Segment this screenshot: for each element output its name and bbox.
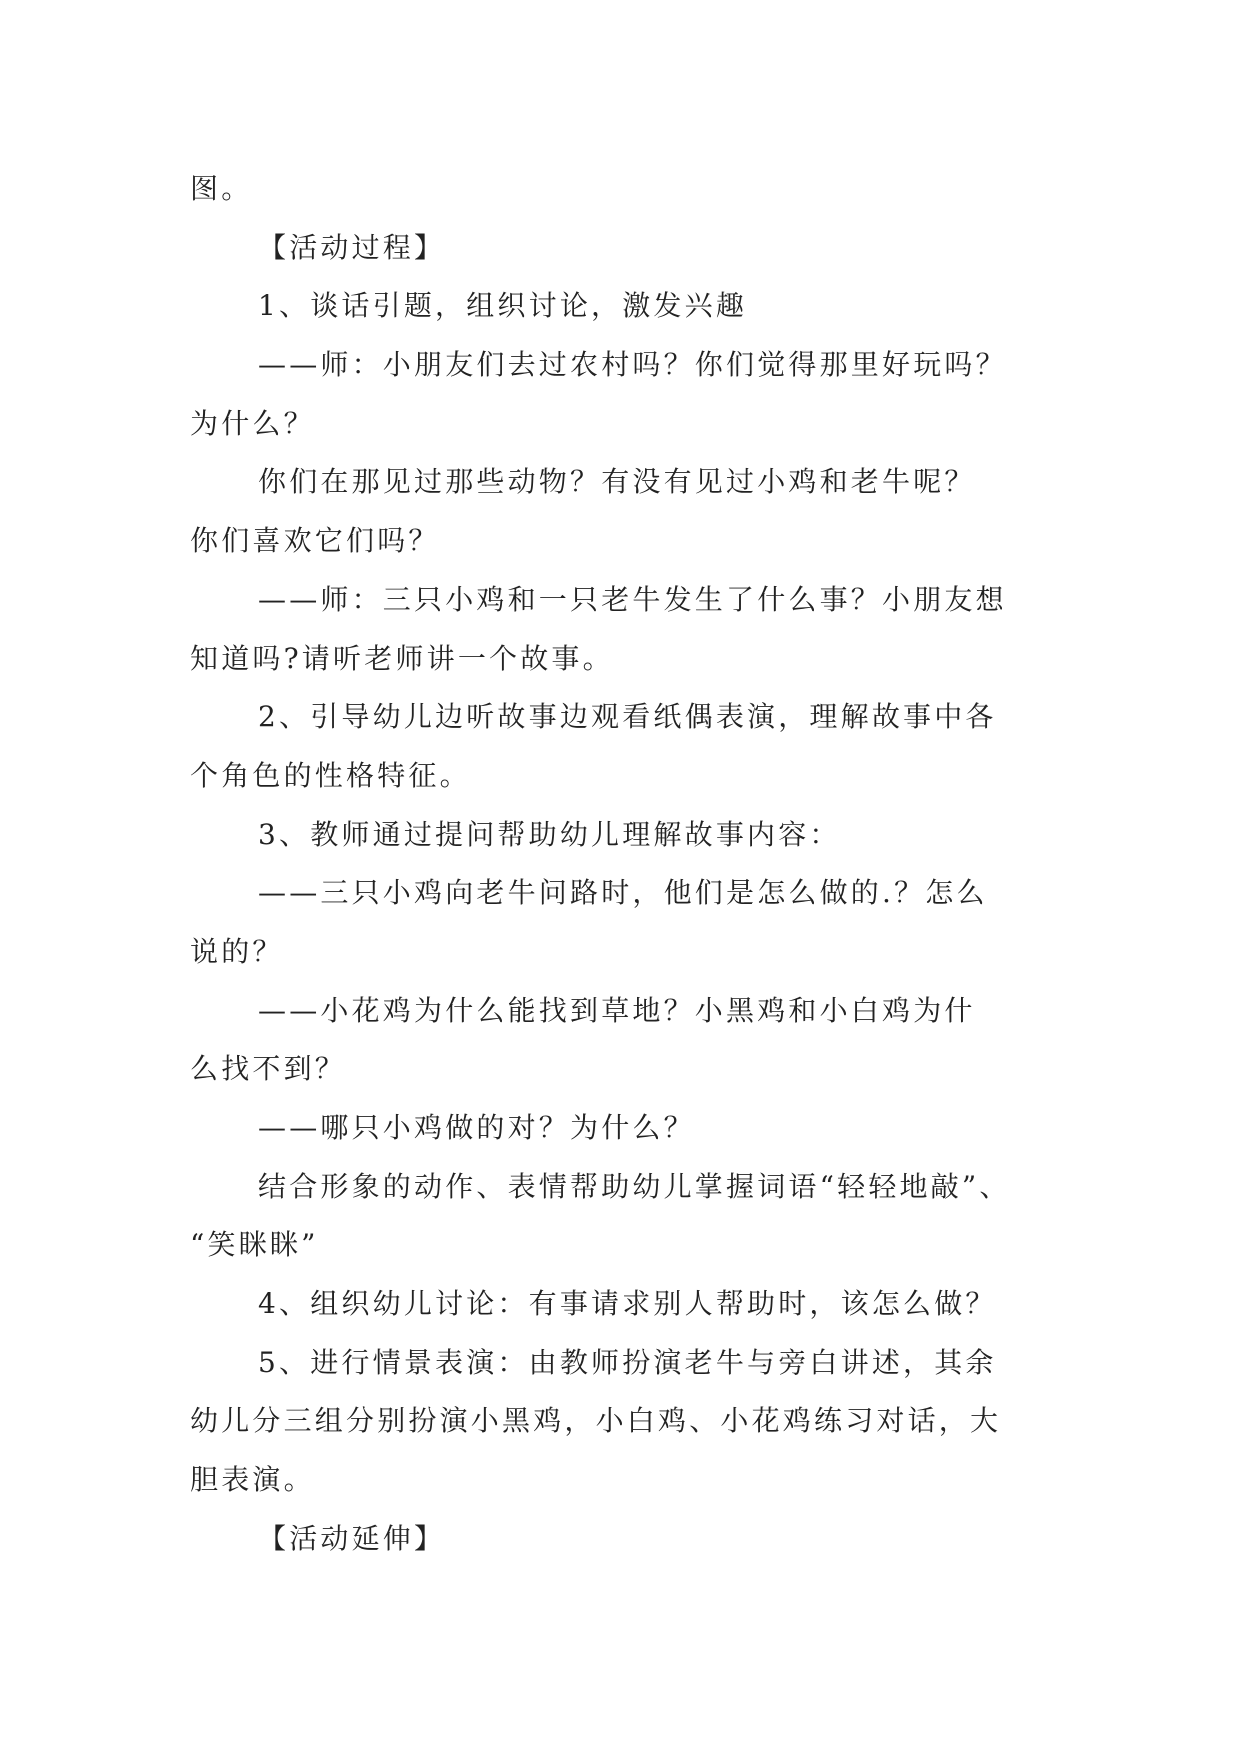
text-line: 图。	[190, 172, 253, 205]
text-line: 你们在那见过那些动物？有没有见过小鸡和老牛呢？	[258, 465, 976, 499]
text-line: 5、进行情景表演：由教师扮演老牛与旁白讲述，其余	[258, 1345, 997, 1379]
text-line: 为什么？	[190, 406, 315, 440]
teacher-question-1	[190, 336, 1060, 453]
text-line: 4、组织幼儿讨论：有事请求别人帮助时，该怎么做？	[258, 1287, 997, 1321]
text-line: 胆表演。	[190, 1463, 315, 1497]
story-question-3	[190, 1099, 1060, 1158]
section-heading-extension	[190, 1510, 1060, 1569]
text-line: 1、谈话引题，组织讨论，激发兴趣	[258, 289, 748, 323]
text-line: ——师：小朋友们去过农村吗？你们觉得那里好玩吗？	[258, 348, 1007, 382]
step-4	[190, 1275, 1060, 1334]
text-line: ——三只小鸡向老牛问路时，他们是怎么做的.？怎么	[258, 876, 988, 910]
document-body	[190, 160, 1060, 1569]
text-line: 【活动过程】	[258, 230, 446, 264]
teacher-question-2	[190, 453, 1060, 570]
story-question-1	[190, 864, 1060, 981]
text-line: 个角色的性格特征。	[190, 758, 471, 792]
step-5	[190, 1334, 1060, 1510]
vocabulary-paragraph	[190, 1158, 1060, 1275]
text-line: ——师：三只小鸡和一只老牛发生了什么事？小朋友想	[258, 582, 1007, 616]
text-line: 【活动延伸】	[258, 1521, 446, 1555]
text-line: ——哪只小鸡做的对？为什么？	[258, 1111, 695, 1144]
teacher-question-3	[190, 571, 1060, 688]
text-line: 知道吗?请听老师讲一个故事。	[190, 641, 614, 675]
step-3-heading	[190, 806, 1060, 865]
text-line: 你们喜欢它们吗？	[190, 524, 440, 558]
text-line: 说的？	[190, 934, 284, 968]
section-heading-process	[190, 219, 1060, 278]
text-line: 幼儿分三组分别扮演小黑鸡，小白鸡、小花鸡练习对话，大	[190, 1404, 1002, 1438]
text-line: “笑眯眯”	[190, 1228, 319, 1262]
story-question-2	[190, 982, 1060, 1099]
text-line: 2、引导幼儿边听故事边观看纸偶表演，理解故事中各	[258, 700, 997, 734]
step-2	[190, 688, 1060, 805]
text-line: 3、教师通过提问帮助幼儿理解故事内容：	[258, 817, 841, 851]
step-1-heading	[190, 277, 1060, 336]
text-line: 么找不到？	[190, 1052, 347, 1086]
text-line: 结合形象的动作、表情帮助幼儿掌握词语“轻轻地敲”、	[258, 1169, 1011, 1203]
text-line: ——小花鸡为什么能找到草地？小黑鸡和小白鸡为什	[258, 993, 976, 1027]
paragraph-continuation	[190, 160, 1060, 219]
